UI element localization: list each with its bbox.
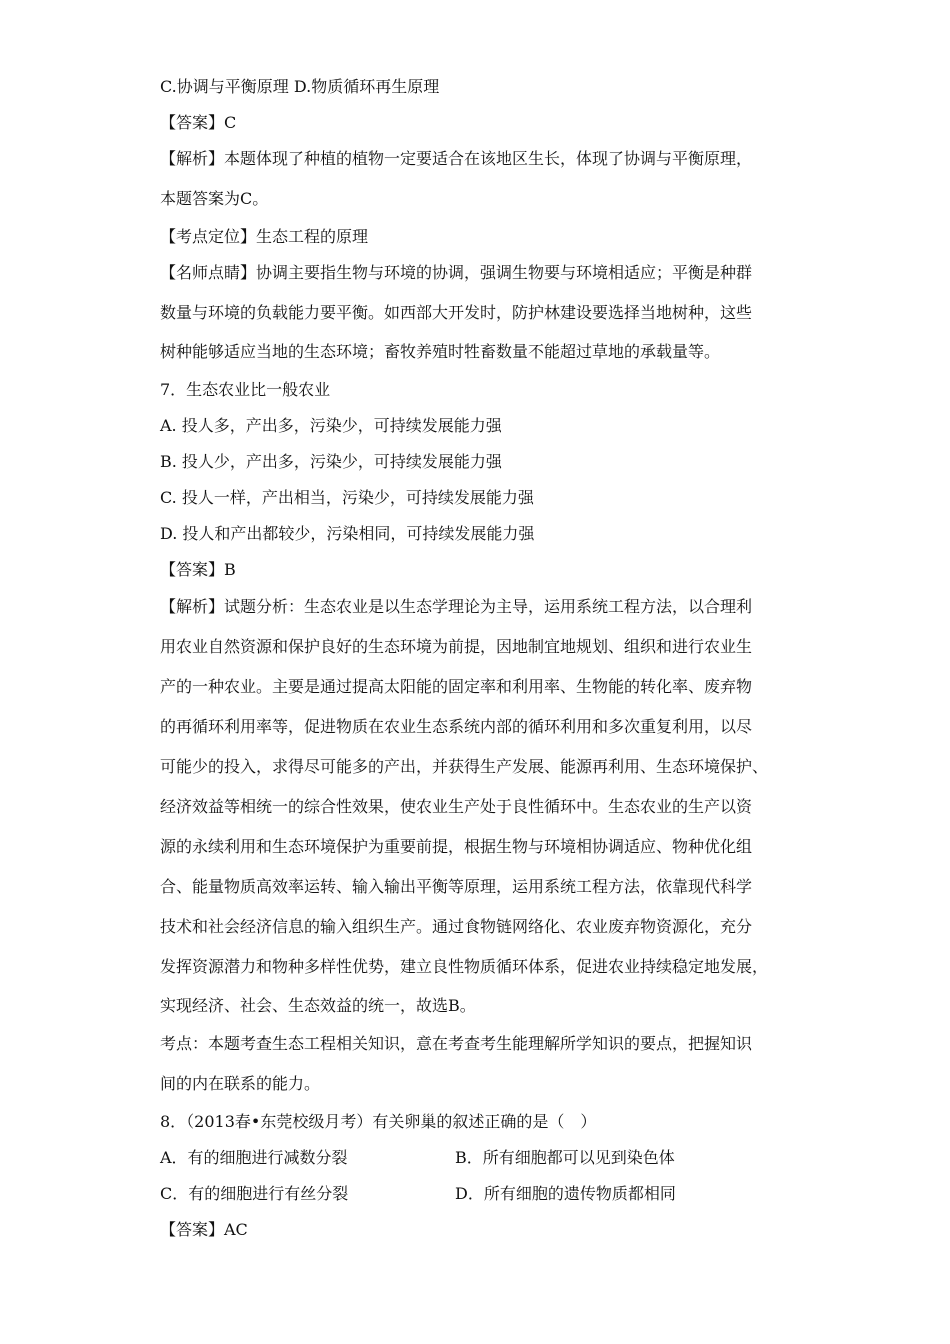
- q6-teacher-tip-line-3: 树种能够适应当地的生态环境；畜牧养殖时牲畜数量不能超过草地的承载量等。: [160, 342, 721, 361]
- q7-analysis-line-2: 用农业自然资源和保护良好的生态环境为前提，因地制宜地规划、组织和进行农业生: [160, 637, 753, 656]
- q6-options-cd: C.协调与平衡原理 D.物质循环再生原理: [160, 77, 440, 96]
- q7-analysis-line-1: 【解析】试题分析：生态农业是以生态学理论为主导，运用系统工程方法，以合理利: [160, 597, 753, 616]
- q7-analysis-line-9: 技术和社会经济信息的输入组织生产。通过食物链网络化、农业废弃物资源化，充分: [160, 917, 753, 936]
- q7-answer: 【答案】B: [160, 560, 236, 579]
- q8-stem: 8．（2013春•东莞校级月考）有关卵巢的叙述正确的是（ ）: [160, 1112, 597, 1131]
- q7-analysis-line-3: 产的一种农业。主要是通过提高太阳能的固定率和利用率、生物能的转化率、废弃物: [160, 677, 753, 696]
- q6-teacher-tip-line-1: 【名师点睛】协调主要指生物与环境的协调，强调生物要与环境相适应；平衡是种群: [160, 263, 753, 282]
- q8-option-a: A．有的细胞进行减数分裂: [160, 1148, 348, 1167]
- q7-stem: 7．生态农业比一般农业: [160, 380, 331, 399]
- q7-analysis-line-11: 实现经济、社会、生态效益的统一，故选B。: [160, 996, 476, 1015]
- q6-kaodian: 【考点定位】生态工程的原理: [160, 227, 369, 246]
- q7-analysis-line-10: 发挥资源潜力和物种多样性优势，建立良性物质循环体系，促进农业持续稳定地发展，: [160, 957, 769, 976]
- q7-analysis-line-8: 合、能量物质高效率运转、输入输出平衡等原理，运用系统工程方法，依靠现代科学: [160, 877, 753, 896]
- q7-kaodian-line-1: 考点：本题考查生态工程相关知识，意在考查考生能理解所学知识的要点，把握知识: [160, 1034, 753, 1053]
- q6-analysis-line-1: 【解析】本题体现了种植的植物一定要适合在该地区生长，体现了协调与平衡原理，: [160, 149, 753, 168]
- q7-analysis-line-4: 的再循环利用率等，促进物质在农业生态系统内部的循环利用和多次重复利用，以尽: [160, 717, 753, 736]
- q7-option-a: A. 投人多，产出多，污染少，可持续发展能力强: [160, 416, 502, 435]
- q7-analysis-line-5: 可能少的投入，求得尽可能多的产出，并获得生产发展、能源再利用、生态环境保护、: [160, 757, 769, 776]
- q8-answer: 【答案】AC: [160, 1220, 248, 1239]
- q8-option-c: C．有的细胞进行有丝分裂: [160, 1184, 349, 1203]
- q7-analysis-line-6: 经济效益等相统一的综合性效果，使农业生产处于良性循环中。生态农业的生产以资: [160, 797, 753, 816]
- q7-option-d: D. 投人和产出都较少，污染相同，可持续发展能力强: [160, 524, 535, 543]
- q7-option-c: C. 投人一样，产出相当，污染少，可持续发展能力强: [160, 488, 534, 507]
- q7-kaodian-line-2: 间的内在联系的能力。: [160, 1074, 321, 1093]
- q8-option-b: B．所有细胞都可以见到染色体: [455, 1148, 675, 1167]
- q6-analysis-line-2: 本题答案为C。: [160, 189, 269, 208]
- q7-analysis-line-7: 源的永续利用和生态环境保护为重要前提，根据生物与环境相协调适应、物种优化组: [160, 837, 753, 856]
- q6-teacher-tip-line-2: 数量与环境的负载能力要平衡。如西部大开发时，防护林建设要选择当地树种，这些: [160, 303, 753, 322]
- q6-answer: 【答案】C: [160, 113, 237, 132]
- q8-option-d: D．所有细胞的遗传物质都相同: [455, 1184, 676, 1203]
- q7-option-b: B. 投人少，产出多，污染少，可持续发展能力强: [160, 452, 502, 471]
